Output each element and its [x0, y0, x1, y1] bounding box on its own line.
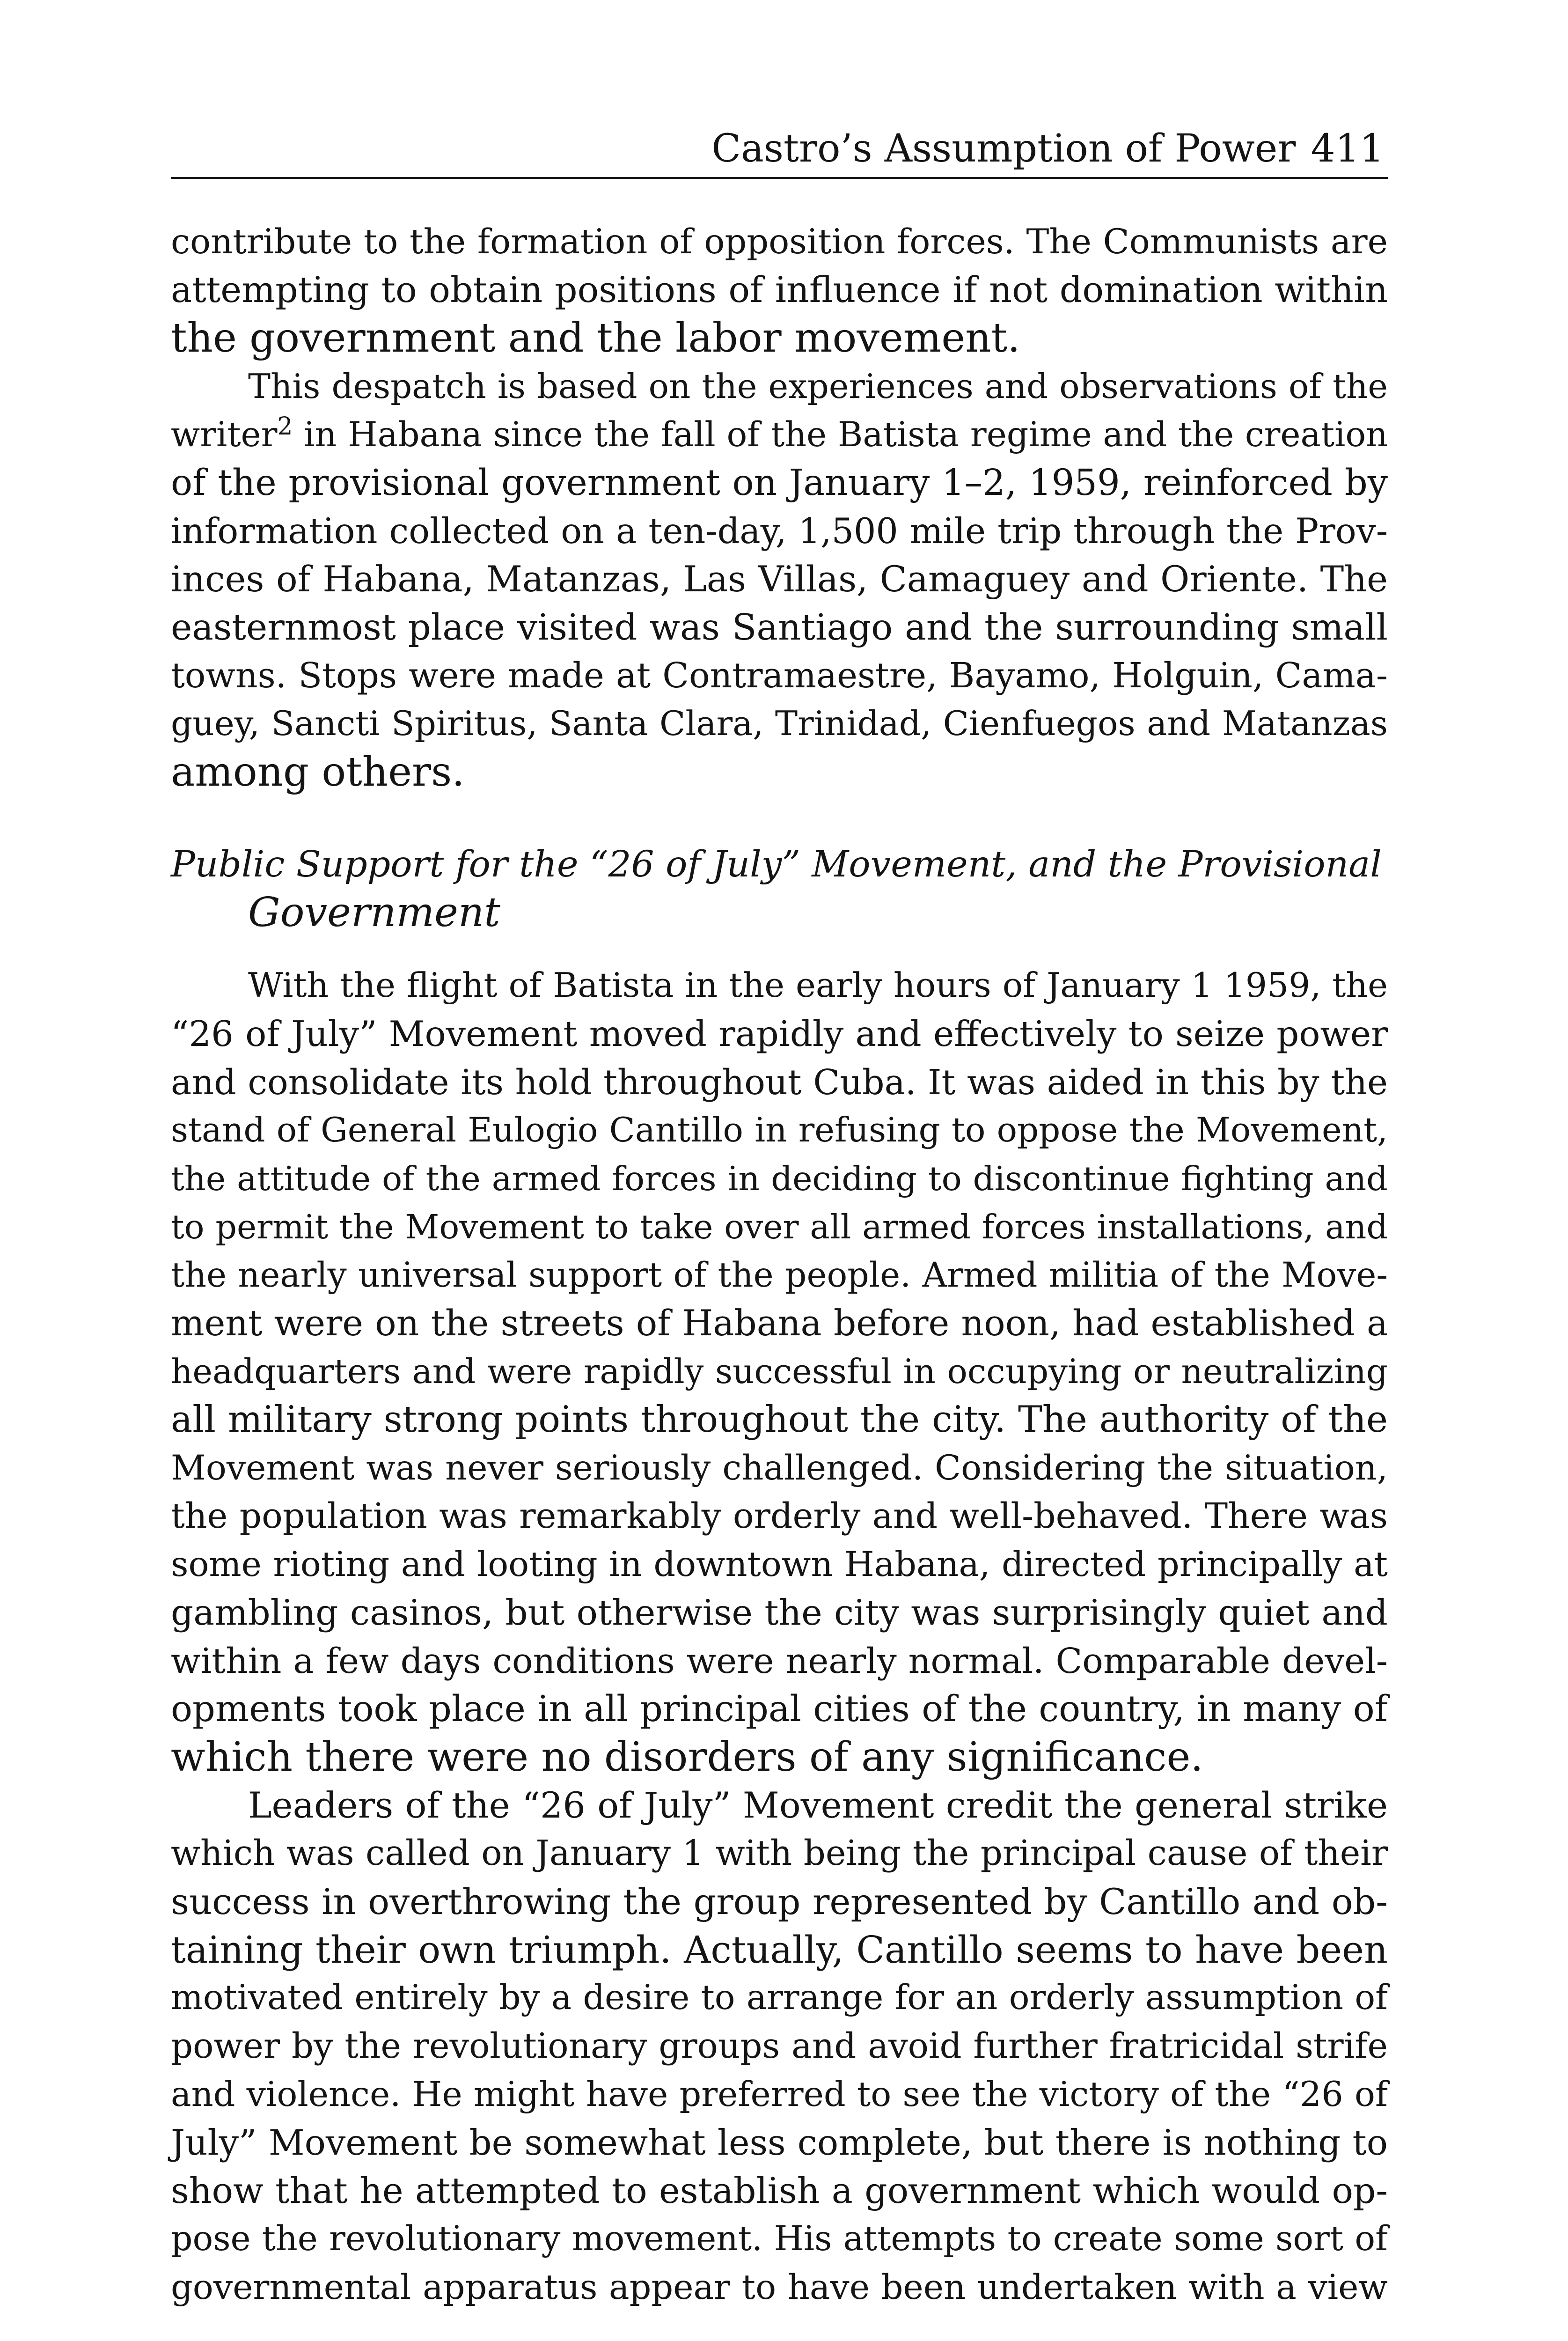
text-fragment: in Habana since the fall of the Batista regime and the creation [293, 415, 1388, 455]
text-line: the population was remarkably orderly and well-behaved. There was [171, 1496, 1388, 1536]
text-line: taining their own triumph. Actually, Cantillo seems to have been [171, 1928, 1388, 1972]
text-line: attempting to obtain positions of influence if not domination within [171, 269, 1388, 310]
text-line: headquarters and were rapidly successful in occupying or neutralizing [171, 1352, 1388, 1391]
text-line: inces of Habana, Matanzas, Las Villas, Camaguey and Oriente. The [171, 559, 1388, 600]
text-line: July” Movement be somewhat less complete, but there is nothing to [171, 2122, 1388, 2163]
text-line: gambling casinos, but otherwise the city was surprisingly quiet and [171, 1592, 1388, 1633]
text-line: motivated entirely by a desire to arrange for an orderly assumption of [171, 1978, 1388, 2017]
text-line: which was called on January 1 with being the principal cause of their [171, 1833, 1388, 1873]
text-line: the nearly universal support of the people. Armed militia of the Move- [171, 1255, 1388, 1295]
text-line: governmental apparatus appear to have been undertaken with a view [171, 2267, 1388, 2307]
text-line: and violence. He might have preferred to see the victory of the “26 of [171, 2075, 1388, 2114]
text-line: Movement was never seriously challenged. Considering the situation, [171, 1448, 1388, 1488]
text-line: among others. [171, 749, 465, 795]
text-line: which there were no disorders of any significance. [171, 1734, 1203, 1781]
heading-line: Public Support for the “26 of July” Movement, and the Provisional [171, 843, 1382, 885]
text-line: opments took place in all principal cities of the country, in many of [171, 1688, 1388, 1730]
text-line: “26 of July” Movement moved rapidly and effectively to seize power [171, 1013, 1388, 1054]
paragraph-4 [171, 1781, 1388, 2312]
running-title: Castro’s Assumption of Power [711, 126, 1296, 171]
text-line: contribute to the formation of opposition forces. The Communists are [171, 222, 1388, 262]
text-line-with-footnote [171, 411, 1388, 459]
paragraph-3 [171, 962, 1388, 1782]
text-line: information collected on a ten-day, 1,500 mile trip through the Prov- [171, 511, 1388, 552]
page-number: 411 [1311, 126, 1384, 171]
text-line: pose the revolutionary movement. His attempts to create some sort of [171, 2219, 1388, 2259]
text-line: all military strong points throughout the city. The authority of the [171, 1399, 1388, 1441]
text-line: the government and the labor movement. [171, 315, 1020, 361]
text-line: power by the revolutionary groups and avoid further fratricidal strife [171, 2026, 1388, 2066]
text-line: guey, Sancti Spiritus, Santa Clara, Trinidad, Cienfuegos and Matanzas [171, 704, 1388, 744]
header-text [711, 125, 1384, 172]
text-line: easternmost place visited was Santiago and the surrounding small [171, 607, 1388, 648]
text-line: ment were on the streets of Habana before noon, had established a [171, 1303, 1388, 1344]
text-line: of the provisional government on January 1–2, 1959, reinforced by [171, 462, 1388, 504]
text-line: and consolidate its hold throughout Cuba. It was aided in this by the [171, 1062, 1388, 1103]
text-line: success in overthrowing the group represented by Cantillo and ob- [171, 1881, 1388, 1922]
text-line: the attitude of the armed forces in deciding to discontinue fighting and [171, 1159, 1388, 1198]
heading-line: Government [248, 889, 500, 936]
paragraph-1 [171, 218, 1388, 362]
running-header [171, 125, 1388, 179]
text-line: within a few days conditions were nearly normal. Comparable devel- [171, 1641, 1388, 1681]
text-line: Leaders of the “26 of July” Movement credit the general strike [248, 1784, 1388, 1826]
text-line: some rioting and looting in downtown Habana, directed principally at [171, 1545, 1388, 1584]
text-fragment: writer [171, 415, 278, 455]
footnote-reference: 2 [277, 412, 293, 441]
paragraph-2 [171, 362, 1388, 796]
text-line: towns. Stops were made at Contramaestre, Bayamo, Holguin, Cama- [171, 655, 1388, 696]
text-line: to permit the Movement to take over all armed forces installations, and [171, 1207, 1388, 1246]
text-line: This despatch is based on the experiences and observations of the [248, 367, 1388, 406]
text-line: stand of General Eulogio Cantillo in refusing to oppose the Movement, [171, 1111, 1388, 1150]
text-line: With the flight of Batista in the early hours of January 1 1959, the [248, 966, 1388, 1005]
section-heading [171, 840, 1388, 937]
text-line: show that he attempted to establish a government which would op- [171, 2170, 1388, 2211]
